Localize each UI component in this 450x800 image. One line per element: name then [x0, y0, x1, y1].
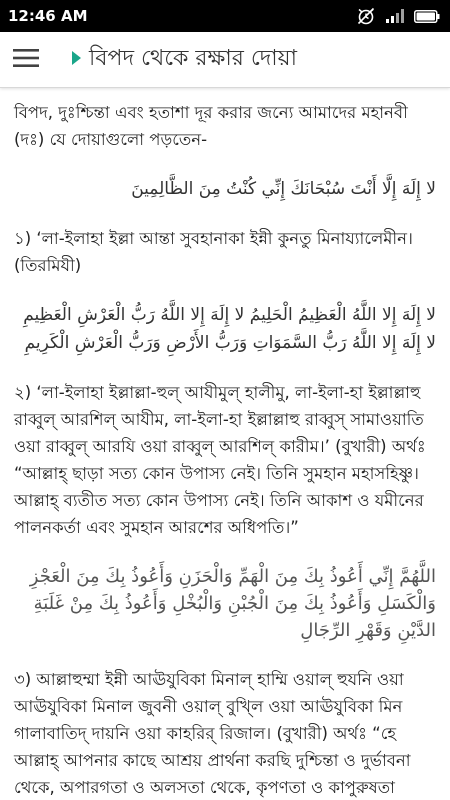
status-bar [0, 0, 450, 32]
page-title: বিপদ থেকে রক্ষার দোয়া [89, 46, 298, 71]
dua-1-arabic: لا إِلَهَ إِلَّا أَنْتَ سُبْحَانَكَ إِنِّي كُنْتُ مِنَ الظَّالِمِينَ [131, 179, 436, 199]
dua-content[interactable] [0, 89, 450, 800]
play-arrow-icon [72, 50, 81, 69]
status-time: 12:46 AM [8, 7, 88, 25]
dua-2-bangla: ২) ‘লা-ইলাহা ইল্লাল্লা-হুল্ আযীমুল্ হালীমু, লা-ইলা-হা ইল্লাল্লাহু রাব্বুল্ আরশিল্ আযীম, লা-ইলা-হা ইল্লাল্লাহু রাব্বুস্ সামাওয়াতি ওয়া রাব্বুল্ আরযি ওয়া রাব্বুল্ আরশিল্ কারীম।’ (বুখারী) অর্থঃ “আল্লাহ্ ছাড়া সত্য কোন উপাস্য নেই। তিনি সুমহান মহাসহিষ্ণু। আল্লাহ্ ব্যতীত সত্য কোন উপাস্য নেই। তিনি আকাশ ও যমীনের পালনকর্তা এবং সুমহান আরশের অধিপতি।” [14, 383, 426, 537]
app-bar [0, 32, 450, 88]
dua-3-arabic: اللَّهُمَّ إِنِّي أَعُوذُ بِكَ مِنَ الْهَمِّ وَالْحَزَنِ وَأَعُوذُ بِكَ مِنَ الْعَجْزِ وَالْكَسَلِ وَأَعُوذُ بِكَ مِنَ الْجُبْنِ وَالْبُخْلِ وَأَعُوذُ بِكَ مِنْ غَلَبَةِ الدَّيْنِ وَقَهْرِ الرِّجَالِ [29, 566, 436, 641]
signal-icon [386, 9, 404, 23]
dua-3-bangla: ৩) আল্লাহুম্মা ইন্নী আঊযুবিকা মিনাল্ হাম্মি ওয়াল্ হুযনি ওয়া আঊযুবিকা মিনাল জুবনী ওয়াল্ বুখ্লি ওয়া আঊযুবিকা মিন গালাবাতিদ্ দায়নি ওয়া কাহরির্ রিজাল। (বুখারী) অর্থঃ “হে আল্লাহ্ আপনার কাছে আশ্রয় প্রার্থনা করছি দুশ্চিন্তা ও দুর্ভাবনা থেকে, অপারগতা ও অলসতা থেকে, কৃপণতা ও কাপুরুষতা [14, 670, 411, 797]
alarm-off-icon [356, 7, 376, 25]
intro-text: বিপদ, দুঃশ্চিন্তা এবং হতাশা দূর করার জন্যে আমাদের মহানবী (দঃ) যে দোয়াগুলো পড়তেন- [14, 103, 408, 149]
menu-button[interactable] [0, 32, 52, 88]
dua-1-bangla: ১) ‘লা-ইলাহা ইল্লা আন্তা সুবহানাকা ইন্নী কুনতু মিনায্যালেমীন। (তিরমিযী) [14, 229, 413, 275]
menu-icon [13, 48, 39, 72]
dua-2-arabic: لا إِلَهَ إِلا اللَّهُ الْعَظِيمُ الْحَلِيمُ لا إِلَهَ إِلا اللَّهُ رَبُّ الْعَرْشِ الْعَظِيمِ لا إِلَهَ إِلا اللَّهُ رَبُّ السَّمَوَاتِ وَرَبُّ الأَرْضِ وَرَبُّ الْعَرْشِ الْكَرِيمِ [23, 305, 436, 353]
battery-icon [414, 10, 440, 23]
status-icons [356, 7, 440, 25]
